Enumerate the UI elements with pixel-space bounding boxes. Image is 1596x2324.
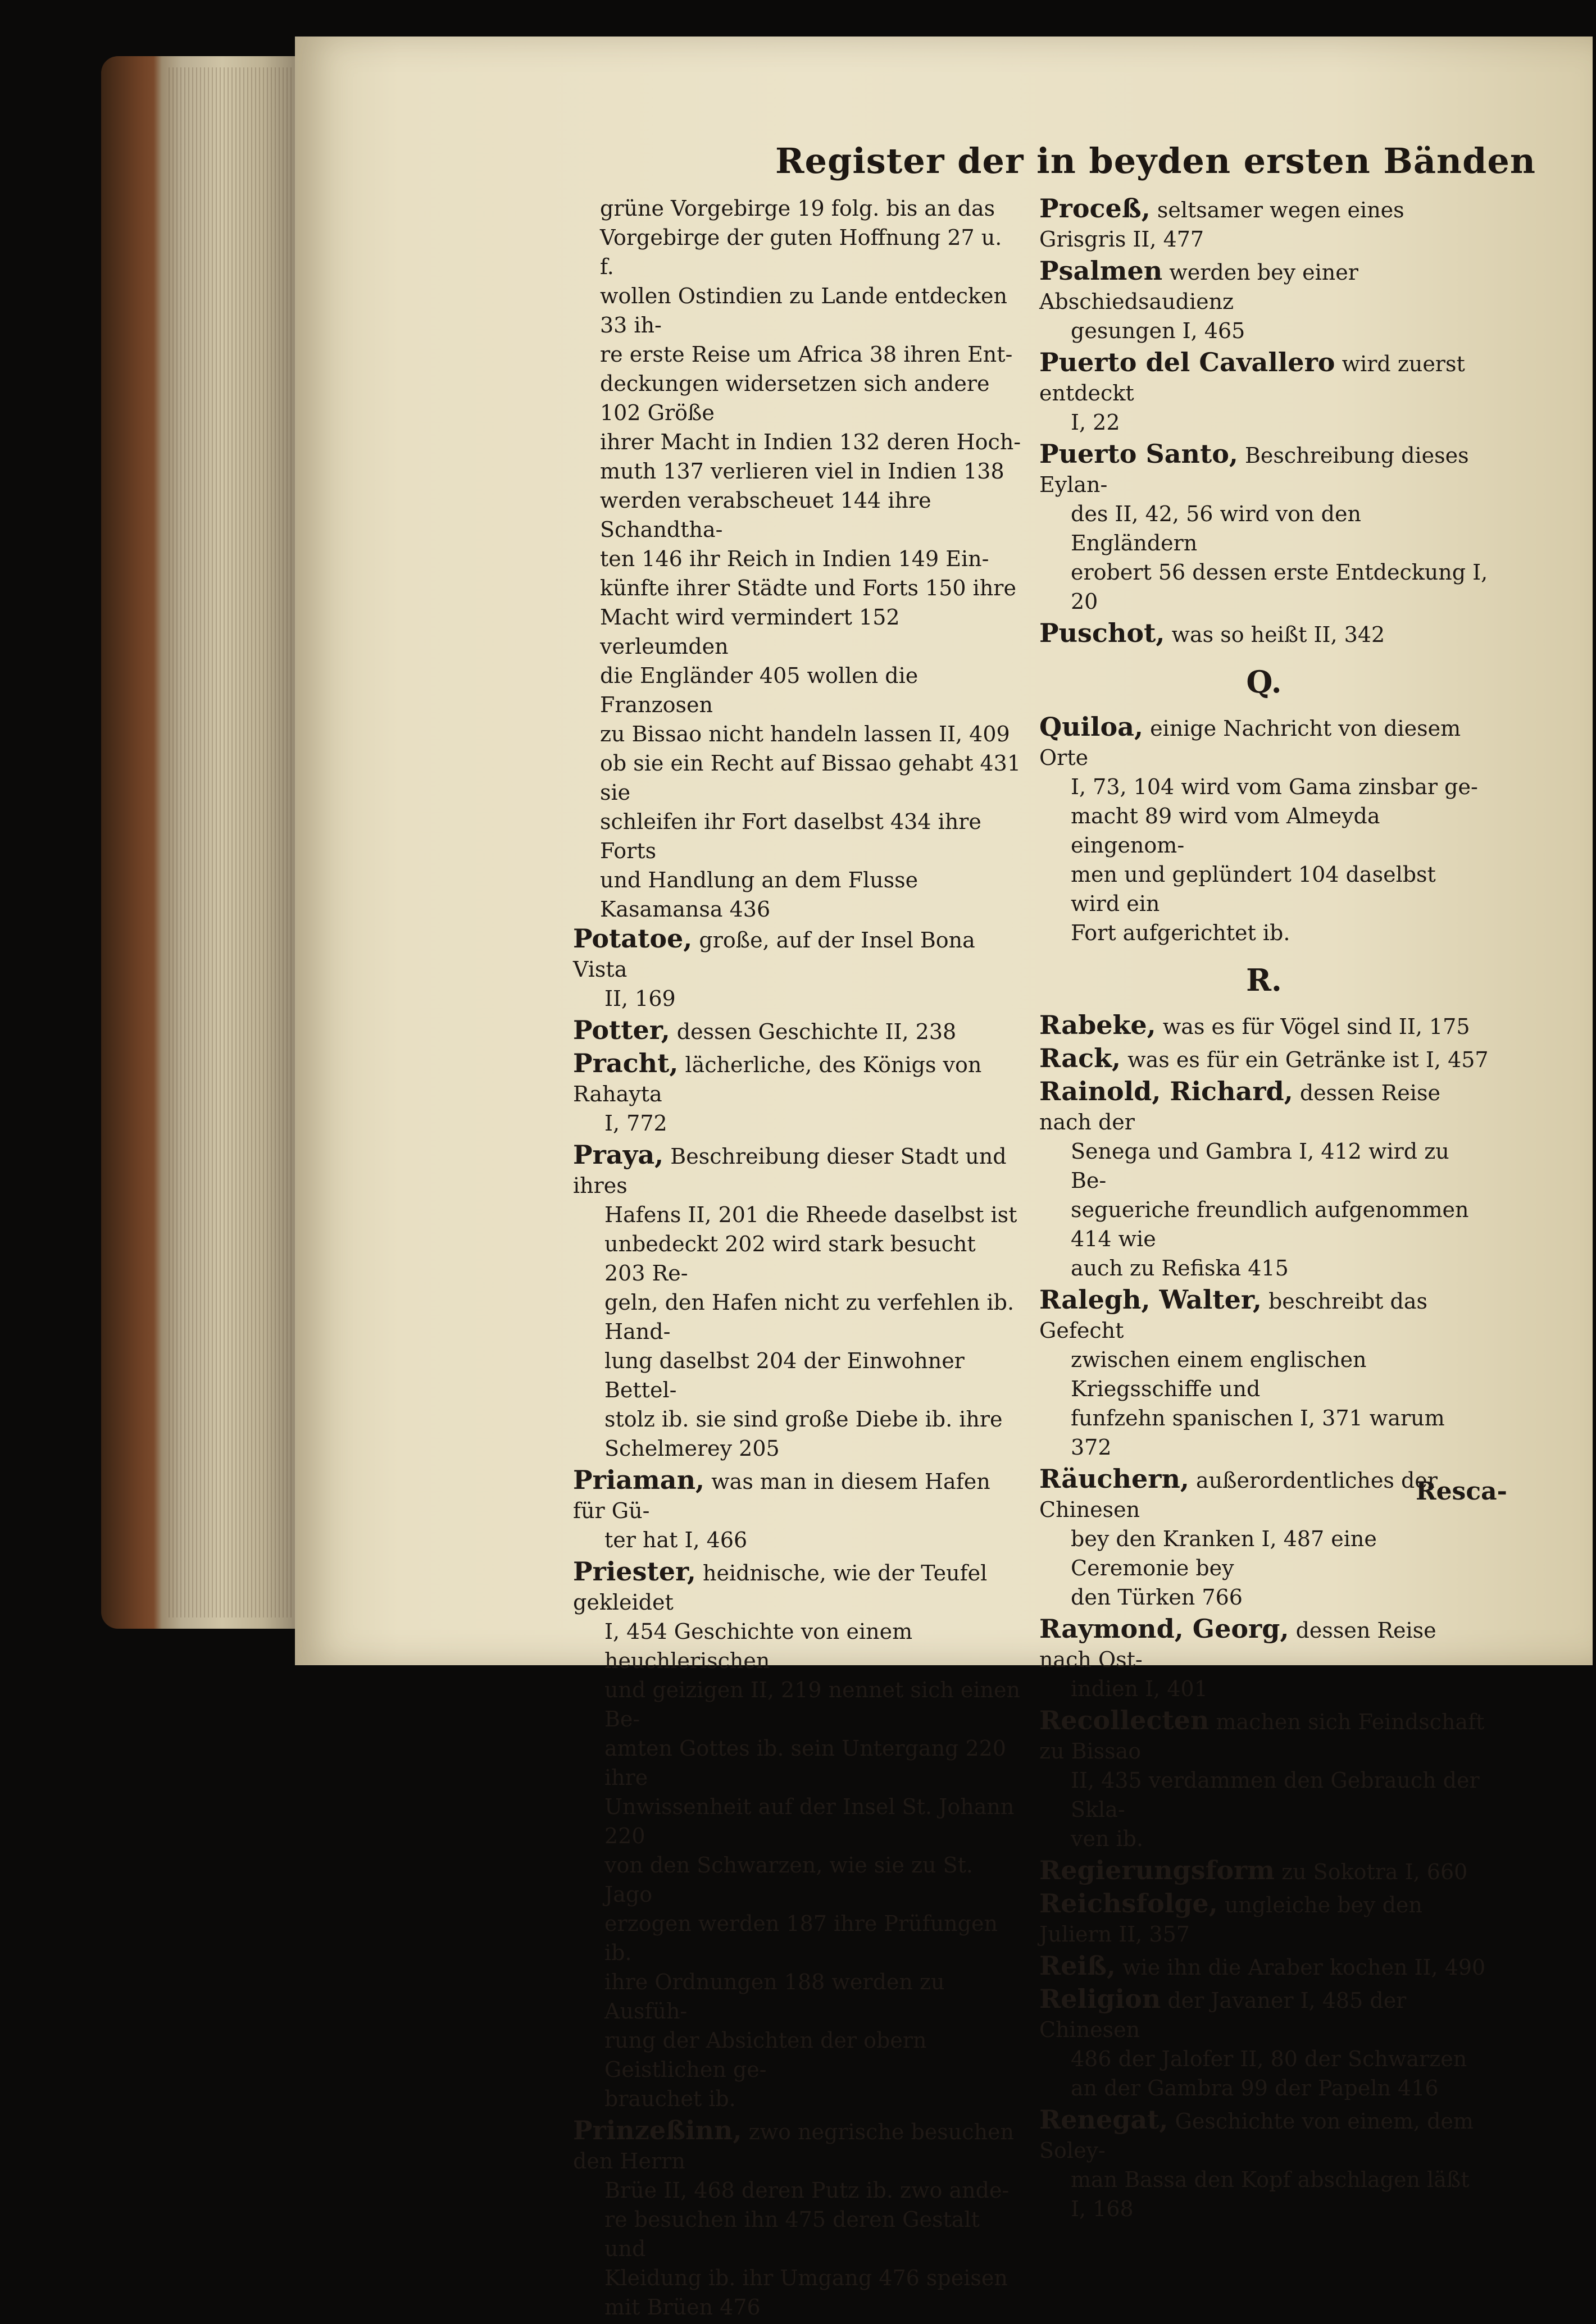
entry-text: zwo negrische besuchen den Herrn [573,2120,1015,2173]
entry-text: seltsamer wegen eines Grisgris II, 477 [1039,198,1404,252]
entry-text: zwischen einem englischen Kriegsschiffe und [1071,1347,1367,1401]
entry-keyword: Recollecten [1039,1705,1209,1735]
entry-keyword: Proceß, [1039,193,1151,224]
entry-text: ven ib. [1071,1826,1144,1851]
section-letter-q: Q. [1246,664,1282,700]
index-entry [1039,2105,1489,2223]
continuation-line: die Engländer 405 wollen die Franzosen [600,663,919,717]
entry-text: macht 89 wird vom Almeyda eingenom- [1071,804,1380,858]
page-header: Register der in beyden ersten Bänden [775,140,1536,181]
entry-text: 486 der Jalofer II, 80 der Schwarzen [1071,2047,1467,2071]
continuation-line: Macht wird vermindert 152 verleumden [600,605,900,659]
entries-list [1039,1010,1489,2223]
entry-text: dessen Reise nach der [1039,1081,1440,1134]
entry-text: I, 22 [1071,410,1120,435]
entry-text: ihre Ordnungen 188 werden zu Ausfüh- [604,1970,945,2024]
entry-text: erzogen werden 187 ihre Prüfungen ib. [604,1911,998,1965]
entry-text: indien I, 401 [1071,1676,1208,1701]
entry-text: brauchet ib. [604,2086,736,2111]
continuation-text [573,194,1022,924]
entry-text: lächerliche, des Königs von Rahayta [573,1052,982,1106]
entry-text: an der Gambra 99 der Papeln 416 [1071,2076,1439,2100]
entry-text: erobert 56 dessen erste Entdeckung I, 20 [1071,560,1488,614]
entry-keyword: Raymond, Georg, [1039,1614,1289,1644]
entry-text: Hafens II, 201 die Rheede daselbst ist [604,1202,1017,1227]
entry-keyword: Rainold, Richard, [1039,1076,1293,1106]
left-column [573,194,1022,2324]
entry-text: stolz ib. sie sind große Diebe ib. ihre [604,1407,1003,1432]
continuation-line: ob sie ein Recht auf Bissao gehabt 431 sie [600,751,1021,805]
index-entry [573,1465,1022,1555]
entries-list [1039,712,1489,947]
entry-text: was so heißt II, 342 [1171,622,1385,647]
continuation-line: grüne Vorgebirge 19 folg. bis an das [600,196,995,221]
entry-text: was man in diesem Hafen für Gü- [573,1469,990,1523]
continuation-line: Vorgebirge der guten Hoffnung 27 u. f. [600,225,1002,279]
entry-text: Schelmerey 205 [604,1436,780,1461]
continuation-line: re erste Reise um Africa 38 ihren Ent- [600,342,1013,367]
index-entry [573,1140,1022,1463]
catchword: Resca- [1416,1477,1507,1506]
entry-text: einige Nachricht von diesem Orte [1039,716,1461,770]
index-entry [1039,348,1489,437]
entry-text: dessen Geschichte II, 238 [676,1019,957,1044]
index-entry [1039,1951,1489,1982]
index-entry [1039,1984,1489,2103]
index-entry [573,1557,1022,2113]
entry-keyword: Rack, [1039,1043,1121,1073]
entry-text: Beschreibung dieser Stadt und ihres [573,1144,1007,1198]
entry-text: re besuchen ihn 475 deren Gestalt und [604,2207,980,2261]
entry-text: Fort aufgerichtet ib. [1071,921,1290,945]
entry-text: gesungen I, 465 [1071,318,1245,343]
entry-keyword: Priester, [573,1556,696,1587]
entry-text: machen sich Feindschaft zu Bissao [1039,1710,1485,1763]
continuation-line: werden verabscheuet 144 ihre Schandtha- [600,488,931,542]
entry-text: rung der Absichten der obern Geistlichen ge- [604,2028,927,2082]
entry-text: dessen Reise nach Ost- [1039,1618,1436,1672]
entry-keyword: Psalmen [1039,256,1163,286]
entry-text: funfzehn spanischen I, 371 warum 372 [1071,1406,1445,1460]
entry-text: I, 454 Geschichte von einem heuchlerischen [604,1619,913,1673]
entry-text: große, auf der Insel Bona Vista [573,928,975,982]
index-entry [573,1015,1022,1046]
continuation-line: und Handlung an dem Flusse Kasamansa 436 [600,868,919,922]
index-entry [573,2116,1022,2322]
index-entry [1039,1010,1489,1041]
entry-keyword: Praya, [573,1140,664,1170]
continuation-line: schleifen ihr Fort daselbst 434 ihre Forts [600,809,981,863]
entry-keyword: Priaman, [573,1465,705,1495]
continuation-line: deckungen widersetzen sich andere 102 Größe [600,371,990,425]
entry-text: men und geplündert 104 daselbst wird ein [1071,862,1436,916]
entry-keyword: Räuchern, [1039,1464,1189,1494]
page-edges [169,67,292,1617]
entry-keyword: Reiß, [1039,1951,1116,1981]
continuation-line: muth 137 verlieren viel in Indien 138 [600,459,1004,484]
entry-keyword: Quiloa, [1039,712,1143,742]
entry-keyword: Puschot, [1039,618,1165,648]
entry-text: was es für Vögel sind II, 175 [1162,1014,1470,1039]
entry-text: man Bassa den Kopf abschlagen läßt I, 168 [1071,2167,1470,2221]
index-entry [1039,1614,1489,1703]
entry-text: II, 169 [604,986,676,1011]
index-entry [573,1049,1022,1138]
continuation-line: wollen Ostindien zu Lande entdecken 33 ih- [600,284,1007,338]
index-entry [1039,194,1489,254]
entry-keyword: Potter, [573,1015,670,1045]
entry-text: amten Gottes ib. sein Untergang 220 ihre [604,1736,1006,1790]
entry-keyword: Potatoe, [573,923,693,954]
continuation-line: ten 146 ihr Reich in Indien 149 Ein- [600,546,989,571]
entry-text: der Javaner I, 485 der Chinesen [1039,1988,1407,2042]
entry-text: I, 772 [604,1111,667,1136]
continuation-line: künfte ihrer Städte und Forts 150 ihre [600,576,1016,600]
entry-text: werden bey einer Abschiedsaudienz [1039,260,1358,314]
entry-keyword: Pracht, [573,1048,679,1078]
entry-keyword: Renegat, [1039,2104,1168,2135]
entry-text: Geschichte von einem, dem Soley- [1039,2109,1474,2163]
entry-text: Senega und Gambra I, 412 wird zu Be- [1071,1139,1449,1193]
entry-text: I, 73, 104 wird vom Gama zinsbar ge- [1071,774,1478,799]
entry-text: den Türken 766 [1071,1585,1243,1610]
entry-text: von den Schwarzen, wie sie zu St. Jago [604,1853,973,1907]
index-entry [1039,439,1489,616]
entry-text: des II, 42, 56 wird von den Engländern [1071,502,1361,555]
entry-text: zu Sokotra I, 660 [1281,1860,1468,1884]
index-entry [1039,1043,1489,1074]
index-entry [1039,1889,1489,1949]
entries-list [573,924,1022,2322]
continuation-line: ihrer Macht in Indien 132 deren Hoch- [600,430,1021,454]
entry-keyword: Puerto Santo, [1039,439,1238,469]
entry-keyword: Ralegh, Walter, [1039,1284,1262,1315]
entry-text: geln, den Hafen nicht zu verfehlen ib. Hand- [604,1290,1015,1344]
entry-text: Unwissenheit auf der Insel St. Johann 220 [604,1794,1015,1848]
entry-keyword: Prinzeßinn, [573,2115,742,2145]
entry-text: mit Brüen 476 [604,2295,761,2320]
entry-keyword: Regierungsform [1039,1855,1275,1885]
entry-text: Kleidung ib. ihr Umgang 476 speisen [604,2266,1008,2290]
entry-text: was es für ein Getränke ist I, 457 [1127,1047,1489,1072]
entry-text: und geizigen II, 219 nennet sich einen Be- [604,1678,1020,1731]
entry-text: Beschreibung dieses Eylan- [1039,443,1469,497]
entries-list [1039,194,1489,649]
entry-text: segueriche freundlich aufgenommen 414 wie [1071,1197,1469,1251]
index-entry [1039,1856,1489,1886]
entry-text: lung daselbst 204 der Einwohner Bettel- [604,1348,965,1402]
index-entry [573,924,1022,1013]
entry-text: außerordentliches der Chinesen [1039,1468,1438,1522]
entry-text: unbedeckt 202 wird stark besucht 203 Re- [604,1232,976,1286]
entry-text: wie ihn die Araber kochen II, 490 [1122,1955,1486,1980]
entry-keyword: Puerto del Cavallero [1039,347,1335,377]
entry-text: ter hat I, 466 [604,1528,748,1552]
entry-text: ungleiche bey den Juliern II, 357 [1039,1893,1422,1947]
index-entry [1039,712,1489,947]
right-column [1039,194,1489,2226]
entry-text: heidnische, wie der Teufel gekleidet [573,1561,988,1615]
index-entry [1039,1706,1489,1853]
entry-text: II, 435 verdammen den Gebrauch der Skla- [1071,1768,1480,1822]
entry-text: bey den Kranken I, 487 eine Ceremonie bey [1071,1526,1377,1580]
index-entry [1039,618,1489,649]
index-entry [1039,1077,1489,1283]
entry-text: auch zu Refiska 415 [1071,1256,1289,1281]
entry-text: beschreibt das Gefecht [1039,1289,1427,1343]
index-entry [1039,256,1489,345]
entry-text: wird zuerst entdeckt [1039,352,1465,405]
entry-keyword: Religion [1039,1984,1161,2014]
continuation-line: zu Bissao nicht handeln lassen II, 409 [600,722,1010,746]
entry-keyword: Reichsfolge, [1039,1888,1218,1919]
index-entry [1039,1285,1489,1462]
entry-keyword: Rabeke, [1039,1010,1156,1040]
entry-text: Brüe II, 468 deren Putz ib. zwo ande- [604,2178,1010,2203]
section-letter-r: R. [1246,962,1282,998]
